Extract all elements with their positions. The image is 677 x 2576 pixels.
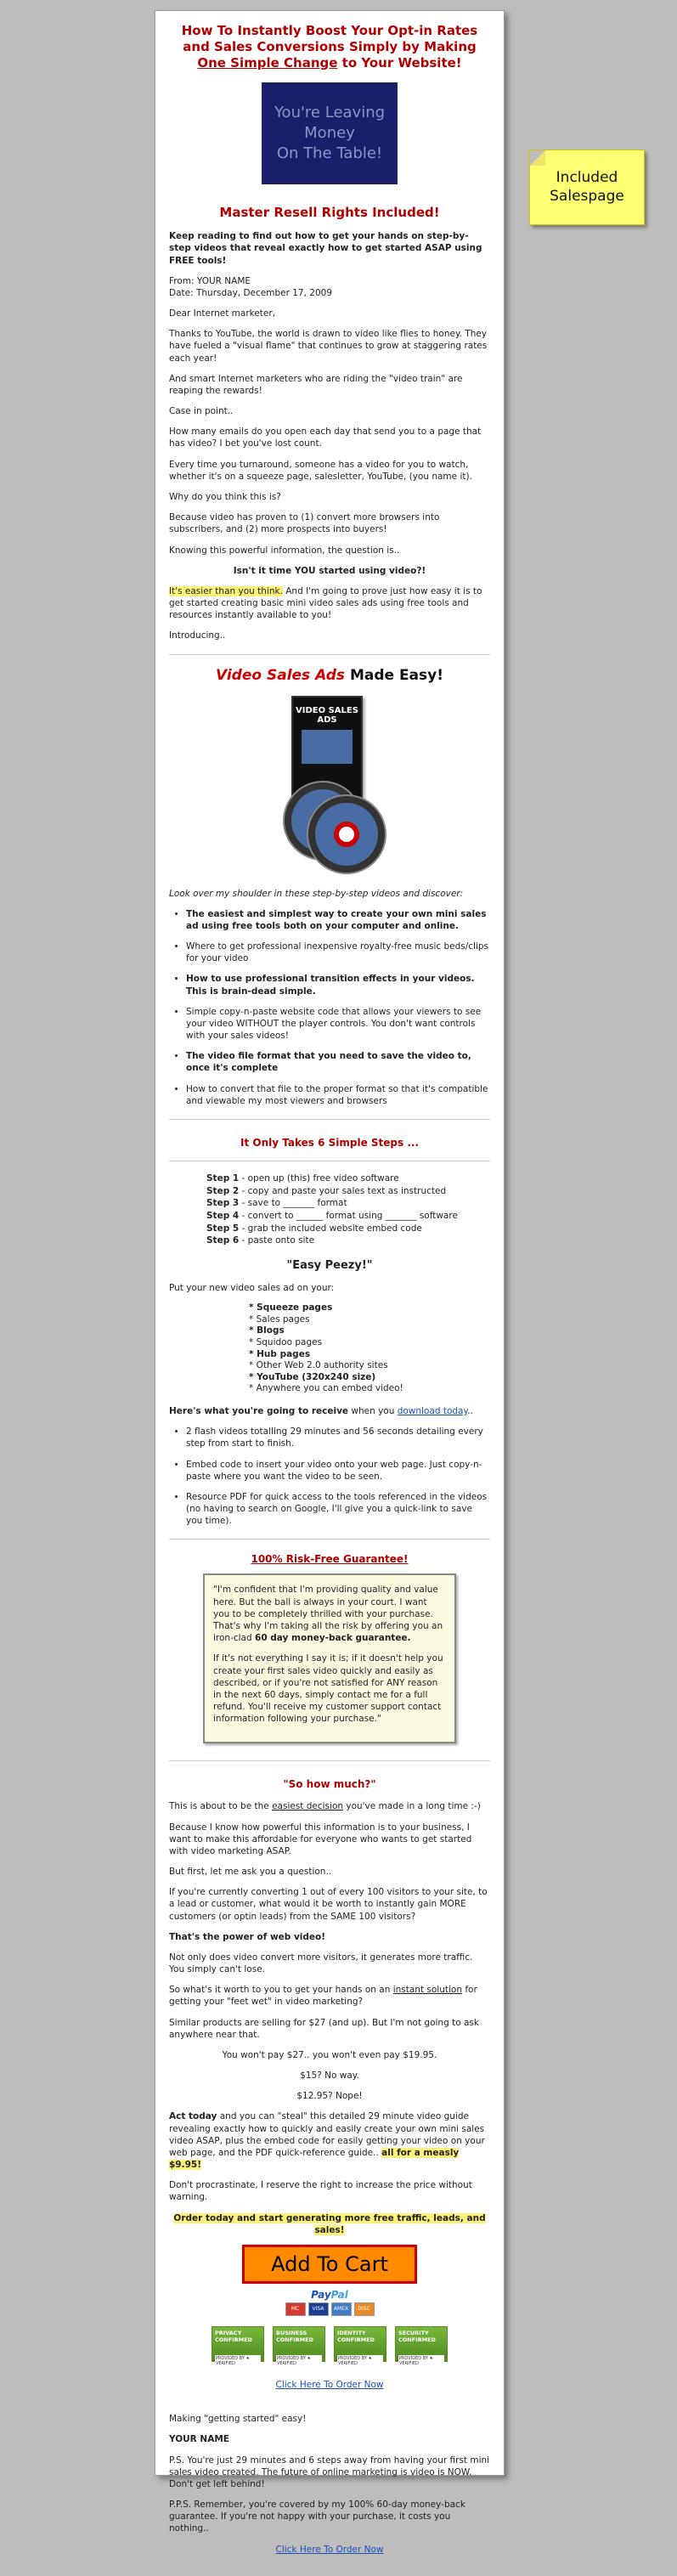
intro-text: Keep reading to find out how to get your hands on step-by-step videos that reveal exactly how to get started ASAP using FREE tools! (169, 231, 482, 266)
card-logos (169, 2302, 490, 2316)
paypal-logo: PayPal MC VISA AMEX DISC (169, 2289, 490, 2316)
paragraph: So what's it worth to you to get your hands on an instant solution for getting your "feet wet" in video marketing? (169, 1985, 477, 2008)
paragraph: How many emails do you open each day that send you to a page that has video? I bet you've lost count. (169, 427, 482, 449)
list-item: • Resource PDF for quick access to the tools referenced in the videos (no having to search on Google, I'll give you a quick-link to save you time). (186, 1491, 490, 1528)
list-item: • Where to get professional inexpensive royalty-free music beds/clips for your video (186, 941, 490, 964)
note-line-1: Included (556, 169, 618, 187)
list-item: * Other Web 2.0 authority sites (249, 1360, 388, 1371)
paragraph: Dear Internet marketer, (169, 308, 276, 319)
list-item: * Hub pages (249, 1348, 311, 1359)
guarantee-text: If it's not everything I say it is; if it doesn't help you create your first sales video quickly and easily as described, or if you're not satisfied for ANY reason in the next 60 days, simply contact me for a full refund. You'll receive my customer support contact information following your purchase." (213, 1653, 443, 1725)
guarantee-heading: 100% Risk-Free Guarantee! (251, 1553, 409, 1566)
paragraph: Thanks to YouTube, the world is drawn to video like flies to honey. They have fueled a "visual flame" that continues to grow at staggering rates each year! (169, 329, 488, 364)
list-item: * Sales pages (249, 1313, 310, 1325)
visa-icon: VISA (308, 2302, 329, 2316)
dvd-box: VIDEO SALES ADS (291, 696, 363, 810)
order-link-container (169, 2379, 490, 2391)
paragraph: Not only does video convert more visitors, it generates more traffic. You simply can't lose. (169, 1952, 473, 1975)
paragraph: That's the power of web video! (169, 1931, 326, 1942)
list-item: • How to convert that file to the proper format so that it's compatible and viewable my most viewers and browsers (186, 1083, 490, 1107)
hero-image: You're Leaving Money On The Table! (262, 82, 398, 184)
easy-peezy-heading: "Easy Peezy!" (286, 1258, 373, 1272)
business-badge: BUSINESS CONFIRMED PROVIDED BY ★ VERIFIED (273, 2326, 325, 2362)
paragraph: Don't procrastinate, I reserve the right to increase the price without warning. (169, 2180, 472, 2203)
list-item: * Squidoo pages (249, 1336, 323, 1347)
paragraph: Every time you turnaround, someone has a video for you to watch, whether it's on a squeeze page, salesletter, YouTube, (you name it). (169, 459, 472, 482)
salespage-screenshot (155, 10, 505, 2555)
security-badge: SECURITY CONFIRMED PROVIDED BY ★ VERIFIED (395, 2326, 448, 2362)
discover-icon: DISC (354, 2302, 375, 2316)
paragraph: Knowing this powerful information, the question is.. (169, 545, 400, 556)
amex-icon: AMEX (331, 2302, 352, 2316)
list-item: • The video file format that you need to save the video to, once it's complete (186, 1050, 490, 1074)
identity-badge: IDENTITY CONFIRMED PROVIDED BY ★ VERIFIED (334, 2326, 386, 2362)
price-line: $15? No way. (300, 2070, 359, 2082)
highlight: It's easier than you think. (169, 585, 283, 596)
price-heading: "So how much?" (283, 1778, 376, 1791)
step: Step 4 - convert to ______ format using _______ software (206, 1210, 458, 1221)
paragraph: Put your new video sales ad on your: (169, 1282, 335, 1293)
mastercard-icon: MC (285, 2302, 306, 2316)
paragraph: Introducing.. (169, 630, 226, 641)
benefits-list (169, 908, 490, 1107)
salespage-content (155, 11, 504, 2576)
product-dvd-image (266, 696, 393, 874)
paragraph: Making "getting started" easy! (169, 2414, 307, 2425)
headline-emphasis: One Simple Change (197, 54, 338, 71)
paragraph: Act today and you can "steal" this detailed 29 minute video guide revealing exactly how to quickly and easily create your own mini sales video ASAP, plus the embed code for easily getting your video on your web page, and the PDF quick-reference guide.. all for a measly $9.95! (169, 2111, 485, 2171)
paragraph: And smart Internet marketers who are riding the "video train" are reaping the rewards! (169, 373, 463, 396)
trust-badges (169, 2326, 490, 2366)
download-link[interactable]: download today (397, 1406, 468, 1417)
list-item: * Blogs (249, 1325, 285, 1336)
privacy-badge: PRIVACY CONFIRMED PROVIDED BY ★ VERIFIED (212, 2326, 264, 2362)
steps-list (206, 1173, 490, 1247)
paragraph: But first, let me ask you a question.. (169, 1867, 332, 1878)
list-item: • Simple copy-n-paste website code that allows your viewers to see your video WITHOUT the player controls. You don't want controls with your sales videos! (186, 1006, 490, 1042)
included-salespage-note (529, 150, 645, 225)
guarantee-text: "I'm confident that I'm providing quality and value here. But the ball is always in your court. I want you to be completely thrilled with your purchase. That's why I'm taking all the risk by offering you an iron-clad 60 day money-back guarantee. (213, 1585, 443, 1644)
paragraph: Because video has proven to (1) convert more browsers into subscribers, and (2) more prospects into buyers! (169, 512, 440, 535)
dvd-disc (307, 794, 386, 874)
divider (169, 1760, 490, 1761)
question-heading: Isn't it time YOU started using video?! (233, 565, 426, 576)
receive-intro: Here's what you're going to receive when you download today.. (169, 1406, 473, 1417)
look-text: Look over my shoulder in these step-by-step videos and discover: (169, 888, 464, 899)
resell-rights-heading: Master Resell Rights Included! (219, 205, 440, 221)
paragraph: Similar products are selling for $27 (and up). But I'm not going to ask anywhere near that. (169, 2017, 479, 2040)
list-item: • The easiest and simplest way to create your own mini sales ad using free tools both on your computer and online. (186, 908, 490, 932)
paragraph: Case in point.. (169, 406, 234, 417)
step: Step 1 - open up (this) free video software (206, 1172, 399, 1183)
step: Step 3 - save to _______ format (206, 1198, 347, 1209)
paragraph: Because I know how powerful this information is to your business, I want to make this affordable for everyone who wants to get started with video marketing ASAP. (169, 1822, 472, 1856)
paragraph: If you're currently converting 1 out of every 100 visitors to your site, to a lead or customer, what would it be worth to instantly gain MORE customers (or optin leads) from the SAME 100 visitors? (169, 1887, 488, 1922)
guarantee-box (203, 1573, 456, 1743)
folded-corner (530, 150, 545, 166)
receive-list (169, 1426, 490, 1527)
list-item: * Squeeze pages (249, 1302, 333, 1313)
list-item: * YouTube (320x240 size) (249, 1371, 376, 1382)
divider (169, 654, 490, 655)
price-line: $12.95? Nope! (296, 2091, 363, 2102)
order-link-container (169, 2544, 490, 2556)
list-item: • 2 flash videos totalling 29 minutes and 56 seconds detailing every step from start to finish. (186, 1426, 490, 1449)
step: Step 6 - paste onto site (206, 1235, 315, 1246)
pps-text: P.P.S. Remember, you're covered by my 100% 60-day money-back guarantee. If you're not happy with your purchase, it costs you nothing.. (169, 2500, 465, 2534)
ps-text: P.S. You're just 29 minutes and 6 steps away from having your first mini sales video created. The future of online marketing is video is NOW. Don't get left behind! (169, 2455, 490, 2489)
paragraph: Why do you think this is? (169, 492, 281, 502)
order-today-text: Order today and start generating more free traffic, leads, and sales! (173, 2212, 486, 2235)
note-line-2: Salespage (550, 187, 624, 205)
list-item: * Anywhere you can embed video! (249, 1383, 403, 1394)
from-date: From: YOUR NAME Date: Thursday, December 17, 2009 (169, 275, 333, 298)
list-item: • Embed code to insert your video onto your web page. Just copy-n-paste where you want the video to be seen. (186, 1459, 490, 1483)
order-now-link[interactable]: Click Here To Order Now (275, 2380, 384, 2390)
paragraph: This is about to be the easiest decision you've made in a long time :-) (169, 1801, 481, 1812)
step: Step 2 - copy and paste your sales text as instructed (206, 1185, 447, 1196)
signature-name: YOUR NAME (169, 2434, 229, 2445)
step: Step 5 - grab the included website embed code (206, 1223, 422, 1234)
product-title: Video Sales Ads Made Easy! (216, 666, 443, 684)
page-headline: How To Instantly Boost Your Opt-in Rates and Sales Conversions Simply by Making One Simple Change to Your Website! (181, 23, 478, 71)
placement-list (249, 1302, 490, 1395)
steps-heading: It Only Takes 6 Simple Steps ... (240, 1136, 419, 1149)
price-line: You won't pay $27.. you won't even pay $19.95. (222, 2049, 437, 2060)
divider (169, 1119, 490, 1120)
add-to-cart-button[interactable]: Add To Cart (242, 2245, 417, 2284)
paragraph: It's easier than you think. And I'm going to prove just how easy it is to get started creating basic mini video sales ads using free tools and resources instantly available to you! (169, 585, 482, 621)
order-now-link-bottom[interactable]: Click Here To Order Now (275, 2544, 384, 2555)
list-item: • How to use professional transition effects in your videos. This is brain-dead simple. (186, 973, 490, 997)
